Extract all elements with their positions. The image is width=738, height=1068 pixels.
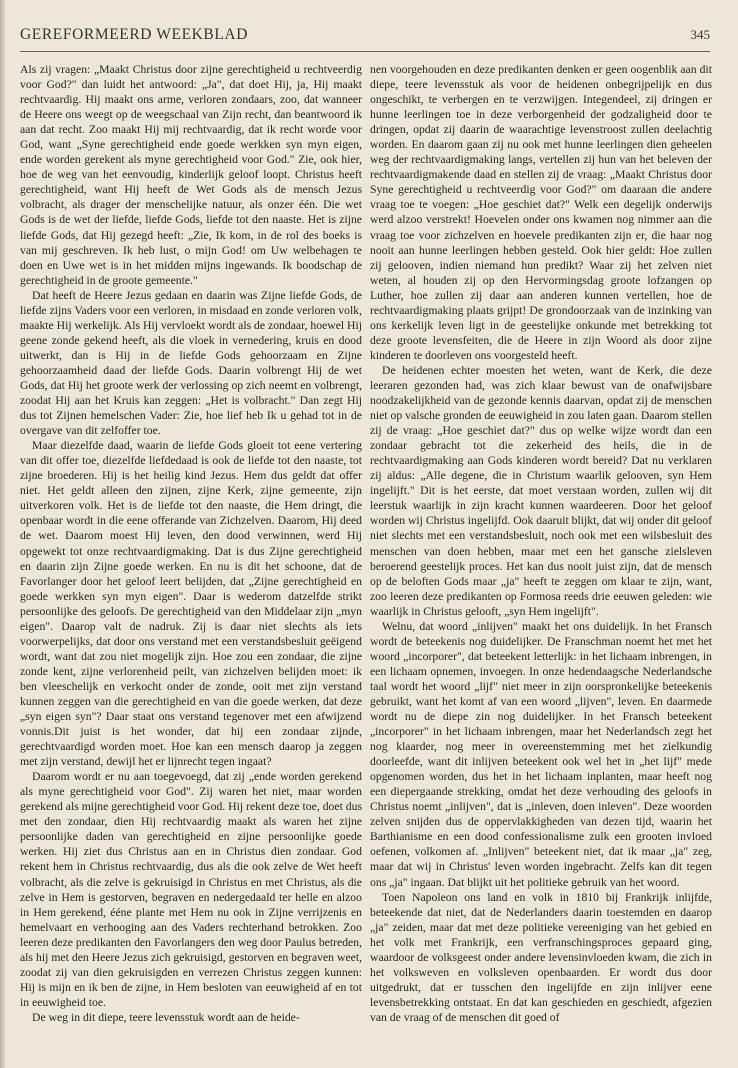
paragraph: De weg in dit diepe, teere levensstuk wordt aan de heide-	[32, 1010, 300, 1024]
paragraph: Daarom wordt er nu aan toegevoegd, dat zij „ende worden gerekend als myne gerechtigheid voor God". Zij waren het niet, maar worden gerekend als mijne gerechtigheid voor God. Hij rekent deze toe, doet dus met den zondaar, dien Hij rechtvaardig maakt als waren het zijne persoonlijke daden van gerechtigheid en zijne persoonlijke goede werken. Hij ziet dus Christus aan en in Christus dien zondaar. God rekent hem in Christus rechtvaardig, dus als die ook zelve de Wet heeft volbracht, als die zelve is gekruisigd in Christus en met Christus, als die zelve in Hem is gestorven, begraven en nedergedaald ter helle en alzoo in Hem gerekend, ééne plante met Hem nu ook in Zijne verrijzenis en hemelvaart en verhooging aan des Vaders rechterhand betrokken. Zoo leeren deze predikanten den Favorlangers den weg door Paulus betreden, als hij met den Heere Jezus zich gekruisigd, gestorven en begraven weet, zoodat zij van dien gekruisigden en verrezen Christus zeggen kunnen: Hij is mijn en ik ben de zijne, in Hem besloten van eeuwigheid af en tot in eeuwigheid toe.	[20, 770, 362, 1009]
left-text-column	[20, 62, 362, 1042]
paragraph: nen voorgehouden en deze predikanten denken er geen oogenblik aan dit diepe, teere levensstuk als voor de heidenen onbegrijpelijk en dus ongeschikt, te verbergen en te verzwijgen. Integendeel, zij dringen er hunne leerlingen toe in deze verborgenheid der godzaligheid door te dringen, opdat zij daarin de waarachtige levenstroost zullen deelachtig worden. En daarom gaan zij nu ook met hunne leerlingen dien geheelen weg der rechtvaardigmaking langs, vertellen zij hun van het beleven der rechtvaardigmakende daad en stellen zij de vraag: „Maakt Christus door Syne gerechtigheid u rechtveerdig voor God?" om daaraan die andere vraag toe te voegen: „Hoe geschiet dat?" Welk een degelijk onderwijs werd alzoo verstrekt! Hoevelen onder ons kwamen nog nimmer aan die vraag toe voor zichzelven en hoevele predikanten zijn er, die haar nog nooit aan hunne leerlingen hebben gesteld. Ook hier geldt: Hoe zullen zij gelooven, indien niemand hun predikt? Waar zij het zelven niet weten, al houden zij op den Hervormingsdag groote lofzangen op Luther, hoe zullen zij daar aan anderen kunnen vertellen, hoe de rechtvaardigmaking plaats grijpt! De grondoorzaak van de inzinking van ons kerkelijk leven ligt in de geestelijke onkunde met betrekking tot deze groote levensfeiten, die de Heere in zijn Woord als door zijne kinderen te doorleven ons voorgesteld heeft.	[370, 63, 712, 362]
page-spine-shadow	[0, 0, 5, 1068]
paragraph: Maar diezelfde daad, waarin de liefde Gods gloeit tot eene vertering van dit offer toe, diezelfde liefdedaad is ook de liefde tot den naaste, tot zijne broederen. Hij is het heilig kind Jezus. Hem dus geldt dat offer niet. Het geldt alleen den zijnen, zijne Kerk, zijne gemeente, zijn uitverkoren volk. Het is de liefde tot den naaste, die Hem dringt, die openbaar wordt in die eene offerande van Zichzelven. Daarom, Hij deed de wet. Daarom moest Hij leven, den dood verwinnen, werd Hij opgewekt tot onze rechtvaardigmaking. Dat is dus Zijne gerechtigheid en daarin zijn Zijne goede werken. En nu is dit het schoone, dat de Favorlanger door het geloof leert belijden, dat „Zijne gerechtigheid en goede werkken syn myn eigen". Daar is wederom datzelfde strikt persoonlijke des geloofs. De gerechtigheid van den Middelaar zijn „myn eigen". Daarop valt de nadruk. Zij is daar niet slechts als iets voorwerpelijks, dat door ons verstand met een verstandsbesluit geëigend wordt, want dat zou niet mogelijk zijn. Hoe zou een zondaar, die zijne zonde kent, zijne verlorenheid peilt, van zichzelven belijden moet: ik ben vleeschelijk en verkocht onder de zonde, ooit met zijn verstand kunnen zeggen van die gerechtigheid en van die goede werken, dat deze „syn eigen syn"? Daar staat ons verstand tegenover met een afwijzend vonnis.Dit juist is het wonder, dat hij een zondaar zijnde, gerechtvaardigd worden moet. Hoe kan een mensch daarop ja zeggen met zijn verstand, dewijl het er lijnrecht tegen ingaat?	[20, 439, 362, 769]
right-text-column	[370, 62, 712, 1042]
paragraph: Toen Napoleon ons land en volk in 1810 bij Frankrijk inlijfde, beteekende dat niet, dat de Nederlanders daarin toestemden en daarop „ja" zeiden, maar dat met deze politieke vereeniging van het gebied en het volk met Frankrijk, een verfranschingsproces gepaard ging, waardoor de volksgeest onder andere levensinvloeden kwam, die zich in het volksweven en volksleven openbaarden. Er wordt dus door uitgedrukt, dat er tusschen den ingelijfde en zijn inlijver eene levensbetrekking ontstaat. En dat kan geschieden en geschiedt, afgezien van de vraag of de menschen dit goed of	[370, 890, 712, 1024]
paragraph: Welnu, dat woord „inlijven" maakt het ons duidelijk. In het Fransch wordt de beteekenis nog duidelijker. De Franschman noemt het met het woord „incorporer", dat beteekent letterlijk: in het lichaam inbrengen, in een lichaam opnemen, invoegen. In onze hedendaagsche Nederlandsche taal wordt het woord „lijf" niet meer in zijn oorspronkelijke beteekenis gebruikt, want het komt af van een woord „lijven", leven. En daarmede wordt nu de diepe zin nog duidelijker. In het Fransch beteekent „incorporer" in het lichaam inbrengen, maar het Nederlandsch zegt het nog klaarder, nog meer in overeenstemming met het zielkundig doorleefde, want dit inlijven beteekent ook wel het in „het lijf" mede opgenomen worden, dus het in het lichaam inplanten, maar heeft nog een diepergaande strekking, omdat het deze verhouding des geloofs in Christus noemt „inlijven", dat is „inleven, doen inleven". Deze woorden zelven snijden dus de oppervlakkigheden van dezen tijd, waarin het Barthianisme en een dood confessionalisme zulk een grooten invloed oefenen, volkomen af. „Inlijven" beteekent niet, dat ik maar „ja" zeg, maar dat wij in Christus' leven worden ingebracht. Zelfs kan dit tegen ons „ja" ingaan. Dat blijkt uit het politieke gebruik van het woord.	[370, 619, 712, 889]
paragraph: Dat heeft de Heere Jezus gedaan en daarin was Zijne liefde Gods, de liefde zijns Vaders voor een verloren, in misdaad en zonde verloren volk, maakte Hij werkelijk. Als Hij vervloekt wordt als de zondaar, hoewel Hij geene zonde gekend heeft, als die vloek in vernedering, kruis en dood uitwerkt, dan is Hij in de liefde Gods gehoorzaam en Zijne gehoorzaamheid daad der liefde Gods. Daarin volbrengt Hij de wet Gods, dat Hij het groote werk der verlossing op zich neemt en volbrengt, zoodat Hij aan het Kruis kan zeggen: „Het is volbracht." Dan zegt Hij dus tot Zijnen hemelschen Vader: Zie, hoe lief heb Ik u gehad tot in de overgave van dit zelfoffer toe.	[20, 288, 362, 438]
paragraph: Als zij vragen: „Maakt Christus door zijne gerechtigheid u rechtveerdig voor God?" dan luidt het antwoord: „Ja", dat doet Hij, ja, Hij maakt rechtvaardig. Hij maakt ons arme, verloren zondaars, zoo, dat wanneer de Heere ons weegt op de weegschaal van Zijn recht, dan beantwoord ik aan dat recht. Zoo maakt Hij mij rechtvaardig, dat ik recht worde voor God, want „Syne gerechtigheid ende goede werkken syn myn eigen, ende worden gerekent als myne gerechtigheid voor God." Zie, ook hier, hoe de weg van het eenvoudig, kinderlijk geloof loopt. Christus heeft gerechtigheid, want Hij heeft de Wet Gods als de mensch Jezus volbracht, als drager der menschelijke natuur, als onzer één. Die wet Gods is de wet der liefde, liefde Gods, liefde tot den naaste. Het is zijne liefde Gods, dat Hij gezegd heeft: „Zie, Ik kom, in de rol des boeks is van mij geschreven. Ik heb lust, o mijn God! om Uw welbehagen te doen en Uwe wet is in het midden mijns ingewands. Ik boodschap de gerechtigheid in de groote gemeente."	[20, 63, 362, 287]
header-rule	[20, 51, 710, 52]
journal-title: GEREFORMEERD WEEKBLAD	[20, 26, 249, 43]
page-number: 345	[690, 27, 710, 42]
running-header	[20, 26, 710, 48]
paragraph: De heidenen echter moesten het weten, want de Kerk, die deze leeraren gezonden had, was zich klaar bewust van de onafwijsbare noodzakelijkheid van de gezonde kennis daarvan, opdat zij de menschen niet op valsche gronden de eeuwigheid in zou laten gaan. Daarom stellen zij de vraag: „Hoe geschiet dat?" dus op welke wijze wordt dan een zondaar gebracht tot die zekerheid des heils, die in de rechtvaardigmaking aan Gods kinderen wordt bereid? Dat nu verklaren zij aldus: „Alle degene, die in Christum waarlik gelooven, syn Hem ingelijft." Dit is het eerste, dat moet verstaan worden, zullen wij dit leerstuk waarlijk in zijn kracht kunnen waardeeren. Door het geloof worden wij Christus ingelijfd. Ook daaruit blijkt, dat wij onder dit geloof niet slechts met een verstandsbesluit, noch ook met een wilsbesluit des menschen van doen hebben, maar met een het gansche zielsleven beroerend geestelijk proces. Het kan dus nooit juist zijn, dat de mensch op de beloften Gods maar „ja" heeft te zeggen om klaar te zijn, want, zoo leeren deze predikanten op Formosa reeds drie eeuwen geleden: wie waarlijk in Christus gelooft, „syn Hem ingelijft".	[370, 363, 712, 618]
